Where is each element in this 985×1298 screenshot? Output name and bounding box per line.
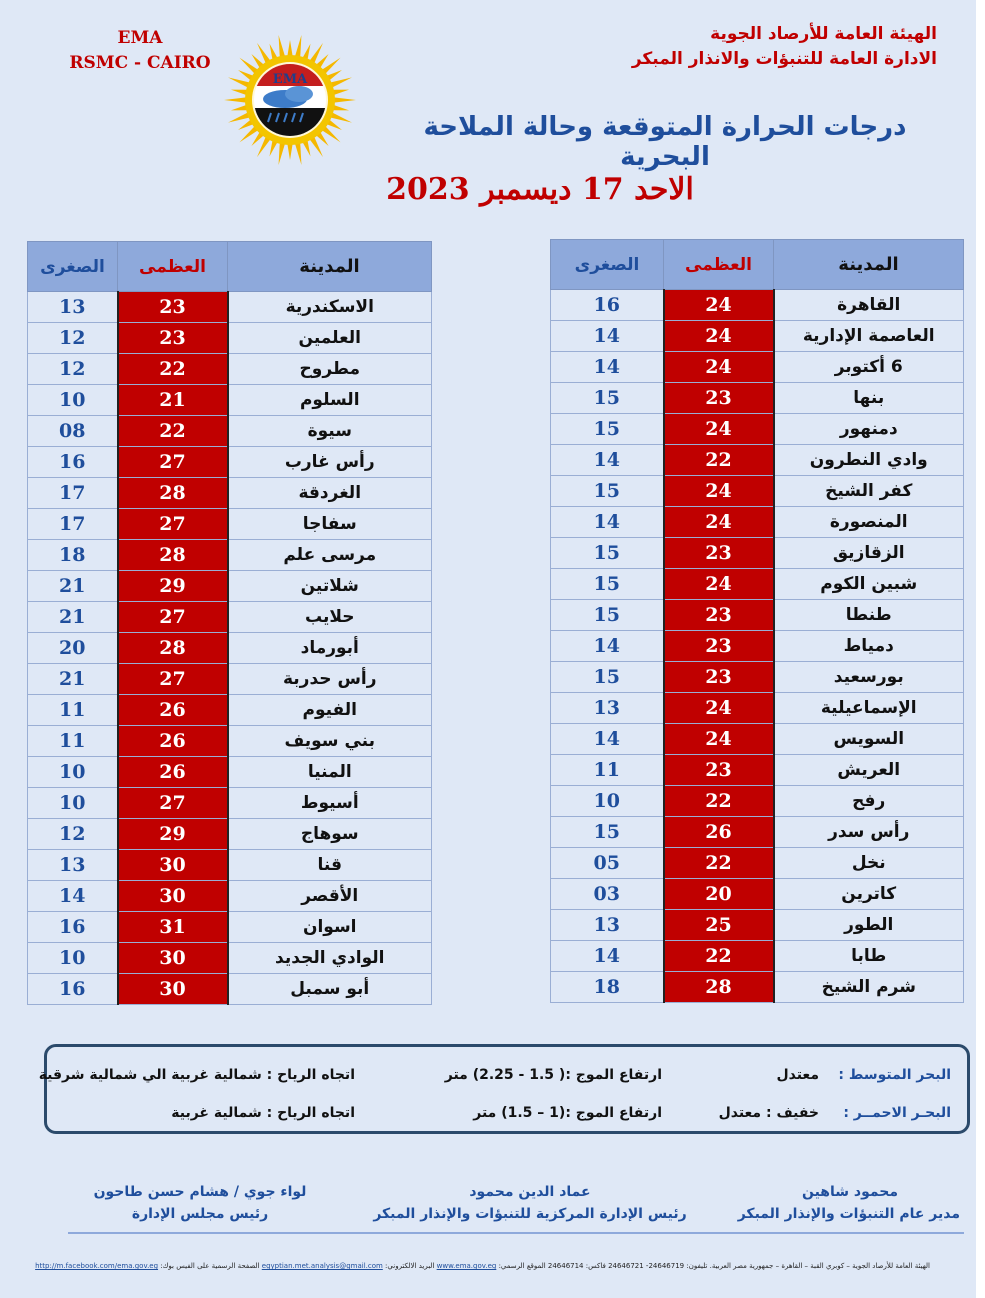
max-temperature: 22: [664, 445, 774, 476]
table-row: [28, 571, 432, 602]
marine-conditions-box: [38, 1044, 970, 1134]
min-temperature: 14: [28, 881, 118, 912]
min-temperature: 11: [551, 755, 664, 786]
city-name: سيوة: [228, 416, 432, 447]
logo-text: EMA: [272, 72, 308, 87]
min-temperature: 13: [551, 693, 664, 724]
max-temperature: 31: [118, 912, 228, 943]
org-line1: الهيئة العامة للأرصاد الجوية: [710, 24, 937, 44]
table-row: [28, 726, 432, 757]
city-name: العاصمة الإدارية: [774, 321, 964, 352]
city-name: حلايب: [228, 602, 432, 633]
table-row: [28, 540, 432, 571]
table-row: [28, 912, 432, 943]
min-temperature: 15: [551, 569, 664, 600]
table-row: [551, 693, 964, 724]
city-name: طابا: [774, 941, 964, 972]
city-name: السلوم: [228, 385, 432, 416]
min-temperature: 14: [551, 321, 664, 352]
city-name: العريش: [774, 755, 964, 786]
max-temperature: 24: [664, 569, 774, 600]
city-name: 6 أكتوبر: [774, 352, 964, 383]
max-temperature: 30: [118, 881, 228, 912]
table-row: [28, 354, 432, 385]
min-temperature: 10: [28, 385, 118, 416]
max-temperature: 23: [664, 383, 774, 414]
table-row: [28, 633, 432, 664]
min-temperature: 10: [28, 943, 118, 974]
min-temperature: 11: [28, 726, 118, 757]
min-temperature: 17: [28, 478, 118, 509]
city-name: شرم الشيخ: [774, 972, 964, 1003]
city-name: المنصورة: [774, 507, 964, 538]
min-temperature: 10: [551, 786, 664, 817]
city-name: أبورماد: [228, 633, 432, 664]
min-temperature: 08: [28, 416, 118, 447]
mediterranean-wave: ارتفاع الموج :( 1.5 - 2.25) متر: [444, 1067, 662, 1083]
city-name: دمنهور: [774, 414, 964, 445]
table-row: [28, 757, 432, 788]
max-temperature: 24: [664, 724, 774, 755]
signature-block: [370, 1181, 690, 1225]
min-temperature: 18: [28, 540, 118, 571]
max-temperature: 22: [664, 786, 774, 817]
max-temperature: 24: [664, 507, 774, 538]
table-row: [551, 445, 964, 476]
city-name: كفر الشيخ: [774, 476, 964, 507]
min-temperature: 10: [28, 757, 118, 788]
table-header-row: [551, 240, 964, 290]
mediterranean-label: البحر المتوسط :: [838, 1067, 951, 1083]
table-row: [28, 881, 432, 912]
page-title: درجات الحرارة المتوقعة وحالة الملاحة البحرية: [423, 112, 907, 172]
max-temperature: 26: [118, 726, 228, 757]
city-name: الزقازيق: [774, 538, 964, 569]
temperature-table-left: [27, 241, 432, 1005]
table-row: [551, 352, 964, 383]
max-temperature: 23: [664, 631, 774, 662]
max-temperature: 20: [664, 879, 774, 910]
table-row: [28, 850, 432, 881]
table-row: [551, 786, 964, 817]
email-label: البريد الالكتروني:: [385, 1262, 435, 1270]
max-temperature: 22: [118, 416, 228, 447]
max-temperature: 25: [664, 910, 774, 941]
column-header-max: العظمى: [118, 242, 228, 292]
city-name: الإسماعيلية: [774, 693, 964, 724]
max-temperature: 26: [664, 817, 774, 848]
facebook-label: الصفحة الرسمية على الفيس بوك:: [160, 1262, 260, 1270]
table-row: [28, 974, 432, 1005]
min-temperature: 15: [551, 662, 664, 693]
table-row: [28, 416, 432, 447]
min-temperature: 14: [551, 507, 664, 538]
max-temperature: 24: [664, 321, 774, 352]
city-name: بني سويف: [228, 726, 432, 757]
min-temperature: 15: [551, 414, 664, 445]
mediterranean-wind: اتجاه الرياح : شمالية غربية الي شمالية شرقية: [38, 1067, 355, 1083]
column-header-city: المدينة: [774, 240, 964, 290]
table-row: [28, 602, 432, 633]
city-name: بورسعيد: [774, 662, 964, 693]
table-row: [551, 631, 964, 662]
max-temperature: 23: [664, 755, 774, 786]
min-temperature: 14: [551, 352, 664, 383]
max-temperature: 28: [118, 540, 228, 571]
min-temperature: 11: [28, 695, 118, 726]
city-name: رأس سدر: [774, 817, 964, 848]
max-temperature: 27: [118, 447, 228, 478]
table-row: [551, 290, 964, 321]
column-header-min: الصغرى: [551, 240, 664, 290]
city-name: السويس: [774, 724, 964, 755]
min-temperature: 16: [28, 447, 118, 478]
city-name: رفح: [774, 786, 964, 817]
min-temperature: 03: [551, 879, 664, 910]
table-row: [28, 478, 432, 509]
column-header-min: الصغرى: [28, 242, 118, 292]
max-temperature: 28: [118, 478, 228, 509]
table-row: [551, 817, 964, 848]
facebook-link[interactable]: http://m.facebook.com/ema.gov.eg: [35, 1262, 159, 1270]
max-temperature: 22: [664, 941, 774, 972]
city-name: سوهاج: [228, 819, 432, 850]
city-name: الفيوم: [228, 695, 432, 726]
table-row: [28, 664, 432, 695]
footer-text: الهيئة العامة للأرصاد الجوية – كوبري القبة – القاهرة – جمهورية مصر العربية. تليفون: 24646719- 24646721 فاكس: 24646714 الموقع الرسمي:: [498, 1262, 930, 1270]
table-row: [551, 972, 964, 1003]
min-temperature: 12: [28, 354, 118, 385]
city-name: بنها: [774, 383, 964, 414]
column-header-max: العظمى: [664, 240, 774, 290]
city-name: الطور: [774, 910, 964, 941]
signature-name: محمود شاهين: [801, 1184, 899, 1200]
city-name: دمياط: [774, 631, 964, 662]
city-name: أبو سمبل: [228, 974, 432, 1005]
table-row: [28, 323, 432, 354]
forecast-date: الاحد 17 ديسمبر 2023: [386, 172, 694, 207]
signature-name: عماد الدين محمود: [469, 1184, 591, 1200]
max-temperature: 24: [664, 414, 774, 445]
max-temperature: 28: [118, 633, 228, 664]
table-row: [28, 385, 432, 416]
city-name: مطروح: [228, 354, 432, 385]
ema-logo: [213, 35, 367, 165]
city-name: نخل: [774, 848, 964, 879]
max-temperature: 23: [664, 662, 774, 693]
max-temperature: 27: [118, 788, 228, 819]
table-row: [551, 414, 964, 445]
min-temperature: 05: [551, 848, 664, 879]
min-temperature: 15: [551, 383, 664, 414]
min-temperature: 13: [551, 910, 664, 941]
city-name: أسيوط: [228, 788, 432, 819]
city-name: الغردقة: [228, 478, 432, 509]
city-name: مرسى علم: [228, 540, 432, 571]
max-temperature: 24: [664, 476, 774, 507]
city-name: طنطا: [774, 600, 964, 631]
max-temperature: 28: [664, 972, 774, 1003]
ema-line2: RSMC - CAIRO: [69, 53, 211, 73]
signature-block: [737, 1181, 960, 1225]
max-temperature: 30: [118, 943, 228, 974]
max-temperature: 23: [664, 538, 774, 569]
table-row: [551, 383, 964, 414]
red-sea-wind: اتجاه الرياح : شمالية غربية: [171, 1105, 355, 1121]
org-line2: الادارة العامة للتنبؤات والانذار المبكر: [631, 49, 937, 69]
min-temperature: 15: [551, 817, 664, 848]
city-name: كاترين: [774, 879, 964, 910]
max-temperature: 23: [118, 323, 228, 354]
city-name: الأقصر: [228, 881, 432, 912]
min-temperature: 17: [28, 509, 118, 540]
min-temperature: 14: [551, 631, 664, 662]
table-row: [28, 943, 432, 974]
signature-role: مدير عام التنبؤات والإنذار المبكر: [737, 1206, 960, 1222]
mediterranean-state: معتدل: [776, 1067, 819, 1083]
table-row: [551, 910, 964, 941]
table-row: [551, 662, 964, 693]
max-temperature: 27: [118, 664, 228, 695]
table-row: [551, 569, 964, 600]
signature-name: لواء جوي / هشام حسن طاحون: [93, 1184, 307, 1200]
max-temperature: 29: [118, 571, 228, 602]
max-temperature: 27: [118, 509, 228, 540]
max-temperature: 22: [118, 354, 228, 385]
max-temperature: 26: [118, 757, 228, 788]
table-row: [551, 600, 964, 631]
ema-label: [55, 26, 225, 76]
red-sea-state: خفيف : معتدل: [718, 1105, 819, 1121]
temperature-table-right: [550, 239, 964, 1003]
email-link[interactable]: egyptian.met.analysis@gmail.com: [261, 1262, 383, 1270]
table-row: [551, 848, 964, 879]
table-row: [28, 447, 432, 478]
max-temperature: 21: [118, 385, 228, 416]
max-temperature: 23: [664, 600, 774, 631]
min-temperature: 13: [28, 292, 118, 323]
city-name: سفاجا: [228, 509, 432, 540]
table-row: [551, 879, 964, 910]
min-temperature: 15: [551, 538, 664, 569]
city-name: رأس حدربة: [228, 664, 432, 695]
max-temperature: 24: [664, 352, 774, 383]
footer-contact: [35, 1262, 930, 1270]
signature-block: [80, 1181, 320, 1225]
table-row: [28, 695, 432, 726]
city-name: وادي النطرون: [774, 445, 964, 476]
min-temperature: 20: [28, 633, 118, 664]
table-row: [28, 509, 432, 540]
footer-divider: [68, 1232, 964, 1234]
max-temperature: 23: [118, 292, 228, 323]
table-row: [551, 755, 964, 786]
red-sea-label: البحـر الاحمــر :: [843, 1105, 951, 1121]
city-name: شلاتين: [228, 571, 432, 602]
ema-line1: EMA: [117, 28, 163, 48]
city-name: اسوان: [228, 912, 432, 943]
min-temperature: 14: [551, 445, 664, 476]
city-name: قنا: [228, 850, 432, 881]
min-temperature: 15: [551, 600, 664, 631]
table-header-row: [28, 242, 432, 292]
max-temperature: 30: [118, 974, 228, 1005]
min-temperature: 21: [28, 571, 118, 602]
table-row: [551, 476, 964, 507]
min-temperature: 13: [28, 850, 118, 881]
min-temperature: 18: [551, 972, 664, 1003]
table-row: [28, 819, 432, 850]
min-temperature: 14: [551, 724, 664, 755]
organization-name: [632, 22, 937, 72]
column-header-city: المدينة: [228, 242, 432, 292]
city-name: المنيا: [228, 757, 432, 788]
table-row: [551, 724, 964, 755]
min-temperature: 21: [28, 664, 118, 695]
city-name: رأس غارب: [228, 447, 432, 478]
min-temperature: 10: [28, 788, 118, 819]
page-margin: [976, 0, 985, 1298]
table-row: [551, 321, 964, 352]
max-temperature: 26: [118, 695, 228, 726]
min-temperature: 14: [551, 941, 664, 972]
min-temperature: 21: [28, 602, 118, 633]
min-temperature: 16: [551, 290, 664, 321]
city-name: الاسكندرية: [228, 292, 432, 323]
city-name: الوادي الجديد: [228, 943, 432, 974]
table-row: [28, 292, 432, 323]
max-temperature: 24: [664, 290, 774, 321]
min-temperature: 15: [551, 476, 664, 507]
table-row: [551, 538, 964, 569]
city-name: شبين الكوم: [774, 569, 964, 600]
min-temperature: 12: [28, 819, 118, 850]
table-row: [28, 788, 432, 819]
max-temperature: 24: [664, 693, 774, 724]
table-row: [551, 941, 964, 972]
signature-role: رئيس مجلس الإدارة: [131, 1206, 269, 1222]
max-temperature: 29: [118, 819, 228, 850]
min-temperature: 12: [28, 323, 118, 354]
city-name: العلمين: [228, 323, 432, 354]
min-temperature: 16: [28, 974, 118, 1005]
red-sea-wave: ارتفاع الموج :(1 – 1.5) متر: [473, 1105, 662, 1121]
city-name: القاهرة: [774, 290, 964, 321]
max-temperature: 30: [118, 850, 228, 881]
max-temperature: 22: [664, 848, 774, 879]
website-link[interactable]: www.ema.gov.eg: [436, 1262, 497, 1270]
max-temperature: 27: [118, 602, 228, 633]
signature-role: رئيس الإدارة المركزية للتنبؤات والإنذار المبكر: [373, 1206, 687, 1222]
table-row: [551, 507, 964, 538]
min-temperature: 16: [28, 912, 118, 943]
